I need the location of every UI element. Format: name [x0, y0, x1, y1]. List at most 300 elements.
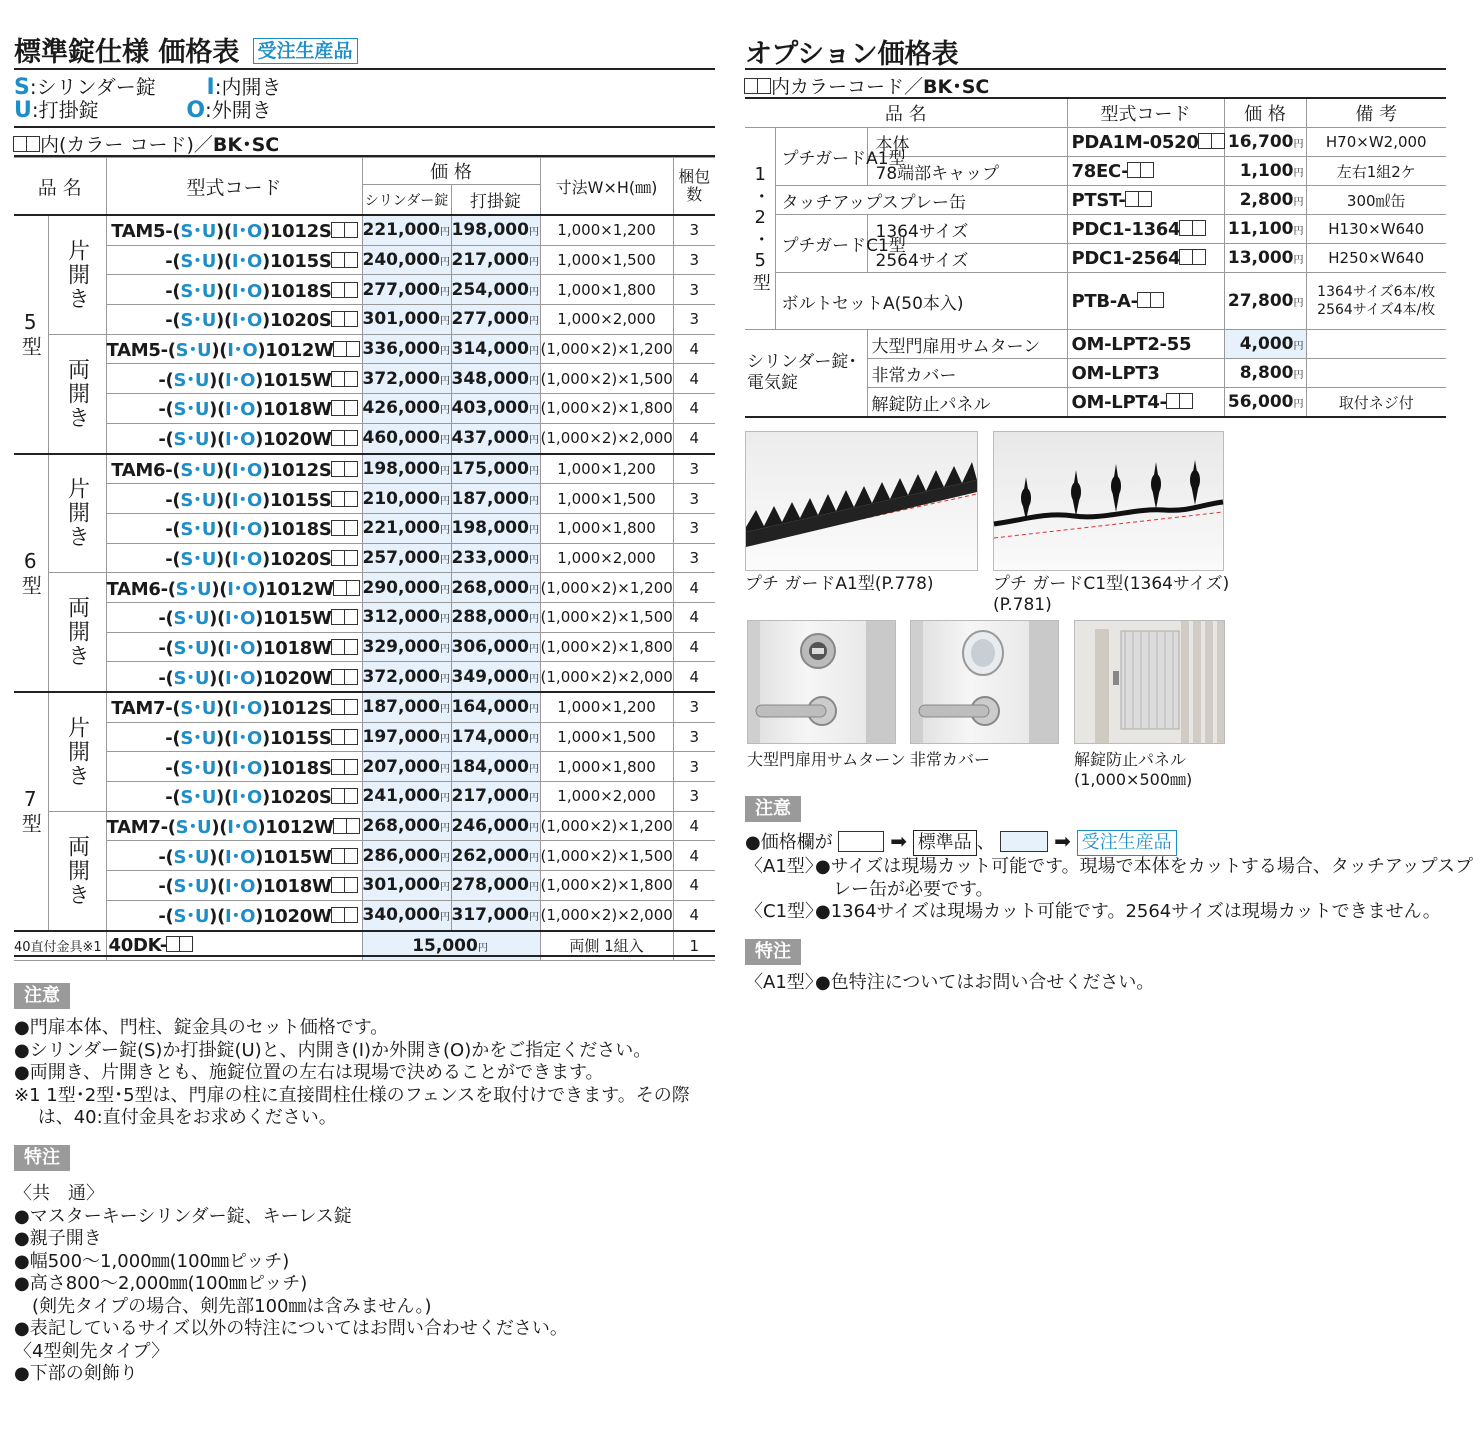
- opt-code-text: PTB-A-: [1071, 290, 1138, 312]
- code-part: S･U: [175, 817, 212, 839]
- left-notes: [14, 1017, 690, 1130]
- color-code-box: [331, 877, 345, 893]
- code-part: )(: [209, 399, 226, 421]
- code-part: I･O: [231, 728, 263, 750]
- note-label: 〈A1型〉: [745, 972, 823, 993]
- yen-mark: 円: [528, 346, 539, 358]
- code-part: )(: [209, 876, 226, 898]
- yen-mark: 円: [528, 912, 539, 924]
- table-row: [14, 632, 715, 662]
- pack-count: 4: [673, 394, 715, 424]
- opt-row: [745, 128, 1446, 157]
- note-line: [745, 901, 1473, 924]
- model-code: [106, 752, 362, 782]
- model-label: 6型: [14, 454, 48, 693]
- color-code-box: [346, 818, 360, 834]
- price-cylinder: [362, 841, 451, 871]
- color-code-box: [346, 341, 360, 357]
- yen-mark: 円: [439, 673, 450, 685]
- color-code-box: [344, 877, 358, 893]
- yen-mark: 円: [439, 554, 450, 566]
- code-part: )1020S: [262, 548, 332, 570]
- right-color-note: [745, 72, 989, 99]
- table-row: [14, 782, 715, 812]
- color-code-box: [331, 759, 345, 775]
- price-value: 174,000: [451, 727, 529, 748]
- code-part: )1012S: [262, 459, 332, 481]
- yen-mark: 円: [439, 435, 450, 447]
- yen-mark: 円: [528, 405, 539, 417]
- code-part: )(: [216, 757, 232, 779]
- price-latch: [451, 811, 540, 841]
- legend-key-u: U: [14, 98, 32, 123]
- opt-price-text: 16,700: [1227, 132, 1294, 152]
- code-part: )(: [211, 578, 228, 600]
- caption-panel: 解錠防止パネル: [1074, 750, 1187, 769]
- price-legend-prefix: ●価格欄が: [745, 832, 833, 853]
- yen-mark: 円: [439, 852, 450, 864]
- right-color-note-text: 内カラーコード／: [771, 76, 924, 98]
- header-cylinder: シリンダー錠: [362, 185, 451, 215]
- code-part: S･U: [180, 489, 217, 511]
- code-part: S･U: [180, 280, 217, 302]
- code-part: -(: [165, 757, 181, 779]
- note-line: ※1 1型･2型･5型は、門扉の柱に直接間柱仕様のフェンスを取付けできます。その際: [14, 1084, 690, 1106]
- price-latch: [451, 782, 540, 812]
- fitting-code-text: 40DK-: [108, 935, 167, 957]
- yen-mark: 円: [439, 316, 450, 328]
- fitting-pack: 1: [673, 931, 715, 961]
- price-value: 241,000: [362, 786, 440, 807]
- price-value: 301,000: [362, 309, 440, 330]
- code-part: -(: [165, 280, 181, 302]
- price-latch: [451, 602, 540, 632]
- yen-mark: 円: [528, 643, 539, 655]
- pack-count: 4: [673, 632, 715, 662]
- right-special-notes: [745, 972, 1154, 995]
- price-value: 221,000: [362, 220, 440, 241]
- opt-name: 大型門扉用サムターン: [867, 330, 1067, 359]
- price-cylinder: [362, 871, 451, 901]
- legend-key-i: I: [206, 75, 215, 100]
- opt-price: 16,700円: [1224, 128, 1306, 157]
- opt-code: [1067, 215, 1224, 244]
- opening-type-label: 片開き: [48, 692, 106, 811]
- color-code-box: [344, 907, 358, 923]
- code-part: I･O: [225, 637, 256, 659]
- yen-mark: 円: [528, 823, 539, 835]
- price-legend-sep: 、: [976, 832, 995, 853]
- color-codes: BK･SC: [212, 134, 280, 156]
- dimensions: (1,000×2)×1,800: [540, 871, 673, 901]
- table-row: [14, 692, 715, 722]
- price-value: 198,000: [362, 458, 440, 479]
- price-value: 198,000: [451, 518, 529, 539]
- price-cylinder: [362, 573, 451, 603]
- dimensions: 1,000×1,800: [540, 752, 673, 782]
- price-value: 336,000: [362, 339, 440, 360]
- model-code: [106, 305, 362, 335]
- opt-group-label: 1･2･5型: [745, 128, 775, 330]
- yen-mark: 円: [528, 257, 539, 269]
- code-part: -(: [158, 608, 174, 630]
- price-value: 233,000: [451, 547, 529, 568]
- opt-header-code: 型式コード: [1067, 98, 1224, 128]
- code-part: )1020S: [262, 310, 332, 332]
- dimensions: (1,000×2)×1,500: [540, 364, 673, 394]
- price-value: 175,000: [451, 458, 529, 479]
- color-code-box: [344, 788, 358, 804]
- price-value: 217,000: [451, 786, 529, 807]
- legend-text-latch: :打掛錠: [31, 98, 99, 122]
- code-part: I･O: [231, 787, 263, 809]
- code-part: )(: [209, 906, 226, 928]
- code-part: S･U: [173, 906, 210, 928]
- dimensions: 1,000×1,500: [540, 484, 673, 514]
- code-part: -(: [158, 369, 174, 391]
- code-part: )1012W: [257, 817, 334, 839]
- yen-mark: 円: [528, 286, 539, 298]
- price-value: 349,000: [451, 666, 529, 687]
- dimensions: (1,000×2)×1,800: [540, 394, 673, 424]
- price-cylinder: [362, 722, 451, 752]
- code-part: I･O: [225, 399, 256, 421]
- code-part: -(: [158, 906, 174, 928]
- pack-count: 4: [673, 841, 715, 871]
- opening-type-label: 両開き: [48, 573, 106, 692]
- header-price: 価 格: [362, 158, 540, 185]
- code-part: -(: [165, 548, 181, 570]
- header-packs: 梱包数: [673, 158, 715, 216]
- price-value: 277,000: [451, 309, 529, 330]
- color-code-box: [331, 848, 345, 864]
- price-cylinder: [362, 602, 451, 632]
- code-part: -(: [165, 310, 181, 332]
- dimensions: (1,000×2)×2,000: [540, 423, 673, 453]
- right-notes: [745, 856, 1473, 924]
- yen-mark: 円: [528, 734, 539, 746]
- standard-label: 標準品: [913, 830, 977, 856]
- code-part: )1015W: [255, 608, 332, 630]
- model-code: [106, 811, 362, 841]
- price-cylinder: [362, 454, 451, 484]
- model-code: [106, 782, 362, 812]
- model-code: [106, 543, 362, 573]
- special-line: ●マスターキーシリンダー錠、キーレス錠: [14, 1205, 352, 1227]
- color-code-box: [331, 550, 345, 566]
- table-row: [14, 275, 715, 305]
- pack-count: 4: [673, 662, 715, 692]
- opt-group2-line: シリンダー錠･: [747, 352, 857, 372]
- pack-count: 3: [673, 305, 715, 335]
- color-code-box: [331, 520, 345, 536]
- code-part: )1018W: [255, 399, 332, 421]
- price-latch: [451, 573, 540, 603]
- price-value: 437,000: [451, 428, 529, 449]
- price-value: 164,000: [451, 697, 529, 718]
- code-part: )(: [209, 846, 226, 868]
- opt-code-text: PDA1M-0520: [1071, 131, 1199, 153]
- dimensions: (1,000×2)×1,800: [540, 632, 673, 662]
- yen-mark: 円: [528, 673, 539, 685]
- code-part: )(: [209, 667, 226, 689]
- code-part: I･O: [227, 578, 258, 600]
- code-part: )(: [211, 340, 228, 362]
- yen-mark: 円: [439, 405, 450, 417]
- color-code-box: [331, 729, 345, 745]
- price-latch: [451, 841, 540, 871]
- code-part: -(: [165, 251, 181, 273]
- opt-price-text: 56,000: [1227, 392, 1294, 412]
- note-label: 〈C1型〉: [745, 901, 824, 922]
- opt-code: [1067, 186, 1224, 215]
- dimensions: (1,000×2)×1,200: [540, 811, 673, 841]
- yen-mark: 円: [439, 495, 450, 507]
- yen-mark: 円: [439, 823, 450, 835]
- yen-mark: 円: [528, 704, 539, 716]
- left-title-block: [14, 30, 358, 69]
- price-cylinder: [362, 215, 451, 245]
- opt-row: [745, 330, 1446, 359]
- opt-price: 4,000円: [1224, 330, 1306, 359]
- pack-count: 4: [673, 573, 715, 603]
- pack-count: 3: [673, 454, 715, 484]
- code-part: I･O: [231, 548, 263, 570]
- color-code-box: [331, 491, 345, 507]
- made-to-order-label: 受注生産品: [1077, 830, 1177, 856]
- pack-count: 4: [673, 900, 715, 930]
- yen-mark: 円: [477, 942, 488, 954]
- pack-count: 4: [673, 334, 715, 364]
- code-part: -(: [165, 728, 181, 750]
- model-label: 5型: [14, 215, 48, 454]
- code-part: S･U: [180, 310, 217, 332]
- table-row: [14, 245, 715, 275]
- price-cylinder: [362, 692, 451, 722]
- legend-key-s: S: [14, 75, 30, 100]
- color-code-box: [344, 461, 358, 477]
- price-value: 314,000: [451, 339, 529, 360]
- note-label: 〈A1型〉: [745, 856, 823, 877]
- note-text: ●サイズは現場カット可能です。現場で本体をカットする場合、タッチアップスプ: [815, 856, 1473, 877]
- code-part: I･O: [225, 667, 256, 689]
- code-part: TAM5-(: [106, 340, 176, 362]
- left-page-title: 標準錠仕様 価格表: [14, 37, 240, 68]
- opt-code: OM-LPT3: [1067, 359, 1224, 388]
- color-code-box: [344, 252, 358, 268]
- price-latch: [451, 752, 540, 782]
- color-code-box: [344, 759, 358, 775]
- option-page-title: オプション価格表: [745, 39, 959, 70]
- code-part: )1012W: [257, 340, 334, 362]
- thumb-turn-photo: [747, 620, 896, 744]
- table-row: [14, 513, 715, 543]
- model-code: [106, 692, 362, 722]
- header-dims: 寸法W×H(㎜): [540, 158, 673, 216]
- opt-sub: 本体: [867, 128, 1067, 157]
- opt-price-text: 27,800: [1227, 291, 1294, 311]
- table-row: [14, 364, 715, 394]
- yen-mark: 円: [528, 882, 539, 894]
- opt-note: 左右1組2ケ: [1306, 157, 1446, 186]
- pack-count: 3: [673, 722, 715, 752]
- dimensions: 1,000×1,500: [540, 245, 673, 275]
- color-code-box: [331, 788, 345, 804]
- opt-note: 300㎖缶: [1306, 186, 1446, 215]
- code-part: TAM5-(: [111, 221, 181, 243]
- special-line: (剣先タイプの場合、剣先部100㎜は含みません。): [14, 1295, 432, 1317]
- yen-mark: 円: [528, 554, 539, 566]
- opt-sub: 78端部キャップ: [867, 157, 1067, 186]
- price-table-body: [14, 215, 715, 961]
- opt-price: 11,100円: [1224, 215, 1306, 244]
- code-part: S･U: [175, 578, 212, 600]
- dimensions: (1,000×2)×2,000: [540, 662, 673, 692]
- dimensions: 1,000×1,200: [540, 454, 673, 484]
- yen-mark: 円: [528, 495, 539, 507]
- code-part: TAM6-(: [111, 459, 181, 481]
- opt-price-text: 8,800: [1239, 363, 1294, 383]
- price-value: 268,000: [451, 577, 529, 598]
- dimensions: (1,000×2)×2,000: [540, 900, 673, 930]
- code-part: S･U: [173, 369, 210, 391]
- code-part: )(: [216, 310, 232, 332]
- code-part: I･O: [225, 846, 256, 868]
- table-row: [14, 900, 715, 930]
- opt-name: プチガードA1型: [775, 128, 867, 186]
- opt-row: [745, 215, 1446, 244]
- opt-code: [1067, 273, 1224, 330]
- price-latch: [451, 513, 540, 543]
- opt-note: [1306, 359, 1446, 388]
- price-value: 15,000: [412, 935, 478, 956]
- price-latch: [451, 454, 540, 484]
- code-part: )1018S: [262, 757, 332, 779]
- code-part: S･U: [173, 846, 210, 868]
- color-code-box: [344, 639, 358, 655]
- color-code-box: [331, 907, 345, 923]
- caption-thumb-turn: 大型門扉用サムターン: [747, 750, 906, 769]
- opt-note: H130×W640: [1306, 215, 1446, 244]
- caption-c1: プチ ガードC1型(1364サイズ): [993, 574, 1230, 594]
- color-code-box: [331, 222, 345, 238]
- code-part: I･O: [227, 340, 258, 362]
- caption-c1-page: (P.781): [993, 595, 1052, 615]
- color-code-box: [331, 639, 345, 655]
- left-color-note: [14, 130, 279, 157]
- code-part: I･O: [231, 310, 263, 332]
- color-code-box: [344, 282, 358, 298]
- yen-mark: 円: [528, 614, 539, 626]
- legend-rule: [14, 126, 715, 128]
- table-row: [14, 454, 715, 484]
- yen-mark: 円: [439, 346, 450, 358]
- code-part: )1012S: [262, 698, 332, 720]
- color-code-box: [344, 669, 358, 685]
- color-code-box: [344, 430, 358, 446]
- legend-row-1: [14, 76, 281, 99]
- code-part: )(: [209, 429, 226, 451]
- price-value: 460,000: [362, 428, 440, 449]
- table-row: [14, 722, 715, 752]
- header-name: 品 名: [14, 158, 106, 216]
- code-part: I･O: [225, 876, 256, 898]
- color-code-box: [344, 550, 358, 566]
- code-part: )(: [216, 519, 232, 541]
- price-cylinder: [362, 245, 451, 275]
- model-code: [106, 245, 362, 275]
- arrow-icon: ➡: [890, 829, 907, 853]
- code-part: )(: [209, 608, 226, 630]
- opt-note: 取付ネジ付: [1306, 388, 1446, 418]
- caption-panel-size: (1,000×500㎜): [1074, 770, 1193, 789]
- price-latch: [451, 692, 540, 722]
- model-code: [106, 632, 362, 662]
- dimensions: 1,000×2,000: [540, 305, 673, 335]
- table-row: [14, 871, 715, 901]
- table-row: [14, 811, 715, 841]
- left-special-notes: [14, 1183, 568, 1386]
- opening-type-label: 片開き: [48, 215, 106, 334]
- code-part: I･O: [231, 519, 263, 541]
- code-part: S･U: [180, 221, 217, 243]
- table-row: [14, 573, 715, 603]
- price-latch: [451, 423, 540, 453]
- code-part: S･U: [173, 876, 210, 898]
- color-code-box: [344, 848, 358, 864]
- model-code: [106, 215, 362, 245]
- special-line: ●下部の剣飾り: [14, 1363, 138, 1384]
- opt-price: 27,800円: [1224, 273, 1306, 330]
- price-cylinder: [362, 632, 451, 662]
- opt-sub: 1364サイズ: [867, 215, 1067, 244]
- yen-mark: 円: [528, 852, 539, 864]
- code-part: )1020S: [262, 787, 332, 809]
- dimensions: 1,000×2,000: [540, 543, 673, 573]
- code-part: )1018S: [262, 519, 332, 541]
- yen-mark: 円: [528, 584, 539, 596]
- opt-header-price: 価 格: [1224, 98, 1306, 128]
- code-part: )1015S: [262, 728, 332, 750]
- code-part: )1012S: [262, 221, 332, 243]
- opt-name: プチガードC1型: [775, 215, 867, 273]
- code-part: )1020W: [255, 906, 332, 928]
- yen-mark: 円: [439, 793, 450, 805]
- yen-mark: 円: [528, 525, 539, 537]
- left-table-bottom-rule: [14, 955, 715, 957]
- code-part: I･O: [231, 489, 263, 511]
- opt-group2-line: 電気錠: [747, 373, 798, 393]
- code-part: TAM6-(: [106, 578, 176, 600]
- price-value: 286,000: [362, 845, 440, 866]
- right-title-rule: [745, 68, 1446, 70]
- note-text: ●色特注についてはお問い合せください。: [815, 972, 1155, 993]
- color-code-box: [331, 699, 345, 715]
- code-part: )1012W: [257, 578, 334, 600]
- code-part: S･U: [180, 787, 217, 809]
- code-part: )(: [216, 787, 232, 809]
- pack-count: 3: [673, 275, 715, 305]
- price-value: 210,000: [362, 488, 440, 509]
- model-code: [106, 513, 362, 543]
- code-part: S･U: [180, 728, 217, 750]
- model-code: [106, 602, 362, 632]
- made-to-order-swatch: [1000, 831, 1048, 852]
- opt-note-line: 2564サイズ4本/枚: [1317, 302, 1436, 318]
- special-line: ●高さ800～2,000㎜(100㎜ピッチ): [14, 1273, 308, 1294]
- opt-row: [745, 273, 1446, 330]
- price-value: 301,000: [362, 875, 440, 896]
